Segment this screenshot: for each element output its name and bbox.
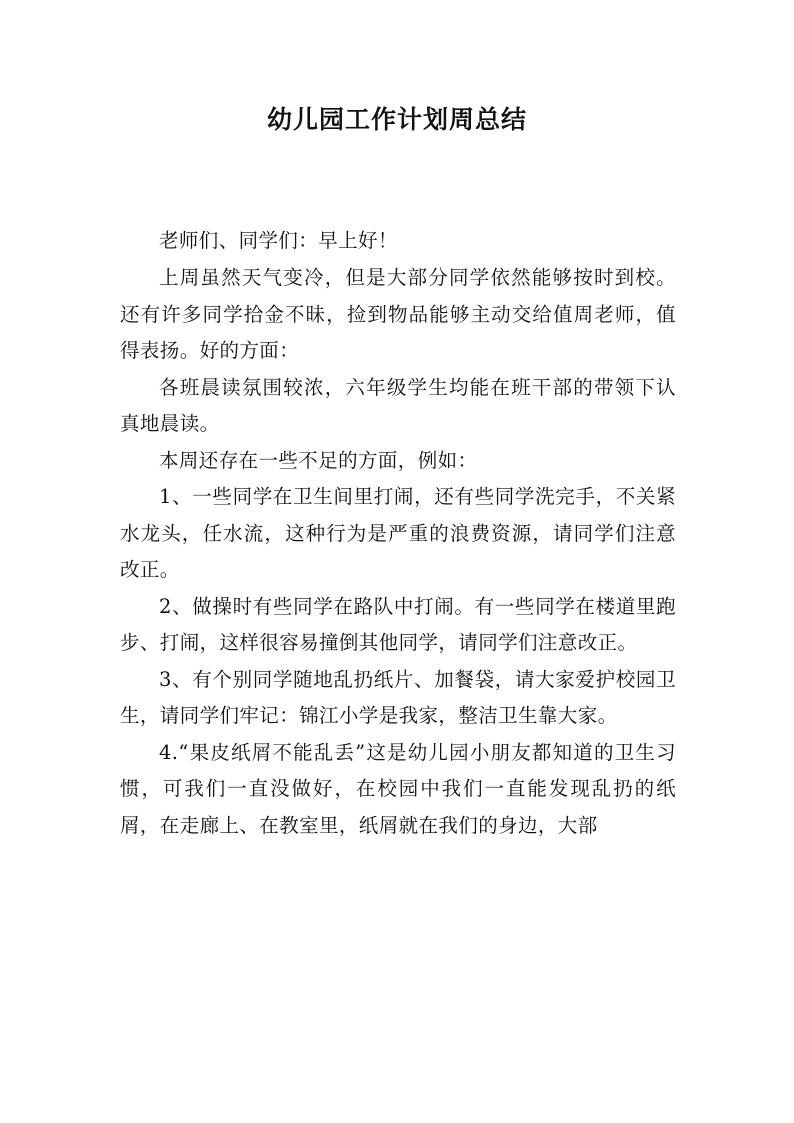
paragraph-item-2: 2、做操时有些同学在路队中打闹。有一些同学在楼道里跑步、打闹，这样很容易撞倒其他同学，请同学们注意改正。 (120, 594, 676, 654)
paragraph-morning-reading: 各班晨读氛围较浓，六年级学生均能在班干部的带领下认真地晨读。 (120, 375, 676, 435)
paragraph-shortcomings-intro: 本周还存在一些不足的方面，例如： (159, 448, 478, 472)
document-title: 幼儿园工作计划周总结 (266, 105, 527, 134)
document-body (120, 223, 676, 844)
paragraph-item-3: 3、有个别同学随地乱扔纸片、加餐袋，请大家爱护校园卫生，请同学们牢记：锦江小学是我家，整洁卫生靠大家。 (120, 667, 676, 727)
paragraph-last-week-summary: 上周虽然天气变冷，但是大部分同学依然能够按时到校。还有许多同学拾金不昧，捡到物品能够主动交给值周老师，值得表扬。好的方面： (120, 266, 676, 362)
paragraph-item-4: 4.“果皮纸屑不能乱丢”这是幼儿园小朋友都知道的卫生习惯，可我们一直没做好，在校园中我们一直能发现乱扔的纸屑，在走廊上、在教室里，纸屑就在我们的身边，大部 (120, 740, 676, 837)
paragraph-item-1: 1、一些同学在卫生间里打闹，还有些同学洗完手，不关紧水龙头，任水流，这种行为是严重的浪费资源，请同学们注意改正。 (120, 485, 676, 581)
paragraph-greeting: 老师们、同学们：早上好！ (159, 229, 398, 252)
